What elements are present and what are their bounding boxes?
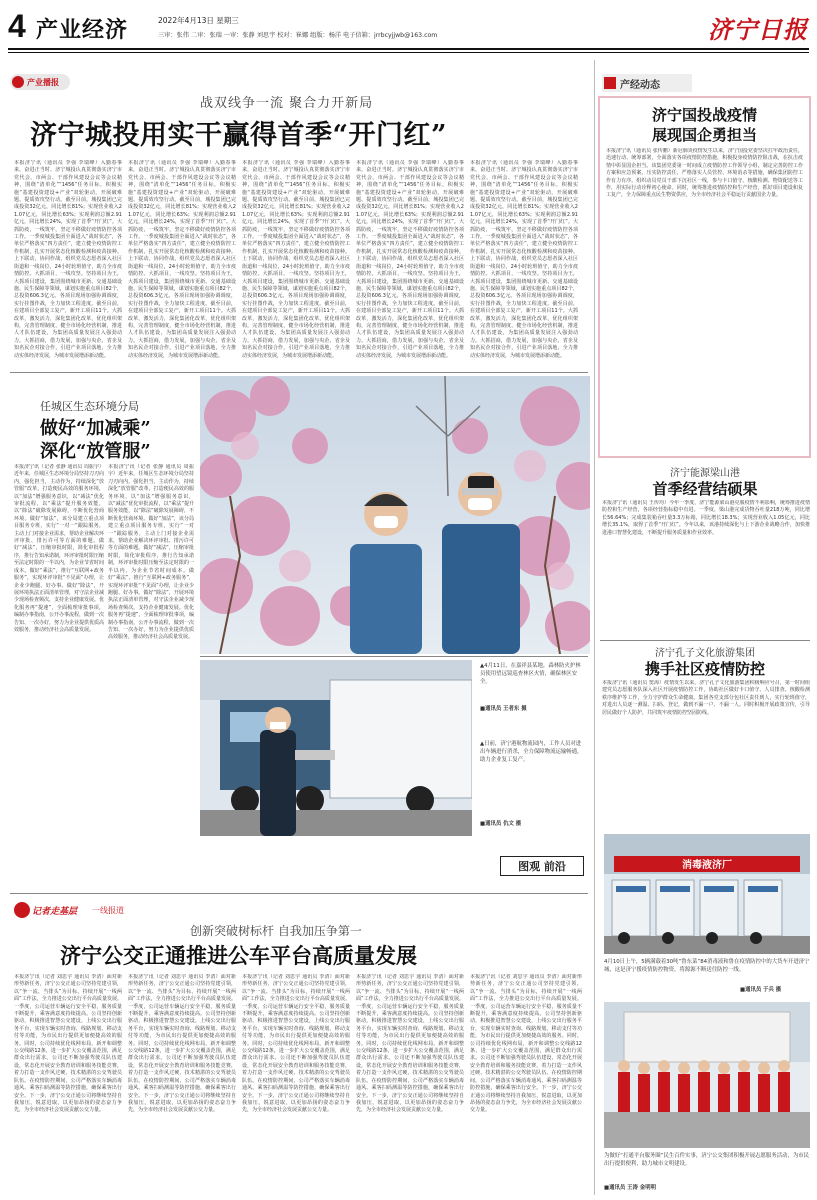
truck-photo-credit: ■通讯员 于兵 摄 xyxy=(740,987,782,993)
column-tag-label: 产业播报 xyxy=(27,78,59,87)
main-kicker: 战双线争一流 聚合力开新局 xyxy=(200,96,374,111)
bus-body-col4: 本报济宁讯（记者 刘思宇 通讯员 李清）面对新形势新任务，济宁公交正通公司坚持党建引领，以“争一流、当排头”为目标，持续开展“一线两面”工作法，全力推进公交出行平台高质量发展。一季度，公司运营车辆运行安全平稳，服务质量不断提升，乘客满意度持续提高。公司坚持创新驱动，积极推进智慧公交建设，上线公交出行服务平台，实现车辆实时查询、线路规划、移动支付等功能，为市民出行提供更加便捷高效的服务。同时，公司持续优化线网布局，新开和调整公交线路12条，进一步扩大公交覆盖范围，满足群众出行需求。公司还不断加强驾驶员队伍建设，常态化开展安全教育培训和服务技能竞赛，着力打造一支作风过硬、技术精湛的公交驾驶员队伍。在疫情防控期间，公司严格落实车辆消毒通风、乘客扫码测温等防控措施，确保乘客出行安全。下一步，济宁公交正通公司将继续坚持自我加压，锐意进取，以更加昂扬的姿态奋力争先，为全市经济社会发展贡献公交力量。 xyxy=(356,974,464,1114)
bus-headline: 济宁公交正通推进公车平台高质量发展 xyxy=(60,943,417,968)
main-article-rule xyxy=(10,372,588,373)
bus-column-sub: 一线报道 xyxy=(92,906,124,915)
logistics-illustration xyxy=(200,660,472,836)
volunteers-illustration xyxy=(604,1002,810,1148)
issue-date: 2022年4月13日 星期三 xyxy=(158,16,239,25)
section-title: 产业经济 xyxy=(36,18,129,43)
main-body-col3: 本报济宁讯（通讯员 李强 李瑞峰）入勤春事来，奋进正当时。济宁城投认真贯彻落实济宁市党代会、市两会、干部作风建设会议等会议精神，围绕“清单化”“1456”任务目标，积极实施“基建投资建设+产业”双轮驱动，开展破难题、提质效攻坚行动。截至目前，城投集团已完成投资32亿元，同比增长81%；实现营业收入21.07亿元，同比增长63%；实现利润总额2.91亿元，同比增长24%，实现了首季“开门红”。大抓防疫，一线筑牢，坚定不移做好疫情防控各项工作。一季度城投集团全面进入“战时状态”，各单位严格落实“四方责任”，建立健全疫情防控工作机制，扎实开展常态化核酸检测和疫苗接种。上下联动，协同作战，组织党员志愿者深入社区街道和一线岗位，24小时轮班值守，助力全市疫情防控。大抓项目，一线攻坚。坚持项目为王，大抓项目建设，集团围绕城市更新、交通基础设施、民生保障等领域，谋划实施重点项目82个，总投资606.3亿元。各项目现场加强协调调度，实行挂图作战，全力加快工程进度。截至目前，在建项目全部复工复产，新开工项目11个。大抓改革，激发活力，深化集团化改革，优化组织架构，完善管理制度，健全市场化经营机制，推进人才队伍建设，为集团高质量发展注入强劲动力。大抓招商，借力发展，加强与央企、省企及知名民企对接合作，引进产业项目落地，全力推动实体经济发展，为城市发展增添新动能。 xyxy=(242,160,350,359)
logistics-photo xyxy=(200,660,472,836)
bus-body-col3: 本报济宁讯（记者 刘思宇 通讯员 李清）面对新形势新任务，济宁公交正通公司坚持党建引领，以“争一流、当排头”为目标，持续开展“一线两面”工作法，全力推进公交出行平台高质量发展。一季度，公司运营车辆运行安全平稳，服务质量不断提升，乘客满意度持续提高。公司坚持创新驱动，积极推进智慧公交建设，上线公交出行服务平台，实现车辆实时查询、线路规划、移动支付等功能，为市民出行提供更加便捷高效的服务。同时，公司持续优化线网布局，新开和调整公交线路12条，进一步扩大公交覆盖范围，满足群众出行需求。公司还不断加强驾驶员队伍建设，常态化开展安全教育培训和服务技能竞赛，着力打造一支作风过硬、技术精湛的公交驾驶员队伍。在疫情防控期间，公司严格落实车辆消毒通风、乘客扫码测温等防控措施，确保乘客出行安全。下一步，济宁公交正通公司将继续坚持自我加压，锐意进取，以更加昂扬的姿态奋力争先，为全市经济社会发展贡献公交力量。 xyxy=(242,974,350,1114)
column-tag-icon xyxy=(12,76,24,88)
main-body-col1: 本报济宁讯（通讯员 李强 李瑞峰）入勤春事来，奋进正当时。济宁城投认真贯彻落实济宁市党代会、市两会、干部作风建设会议等会议精神，围绕“清单化”“1456”任务目标，积极实施“基建投资建设+产业”双轮驱动，开展破难题、提质效攻坚行动。截至目前，城投集团已完成投资32亿元，同比增长81%；实现营业收入21.07亿元，同比增长63%；实现利润总额2.91亿元，同比增长24%，实现了首季“开门红”。大抓防疫，一线筑牢，坚定不移做好疫情防控各项工作。一季度城投集团全面进入“战时状态”，各单位严格落实“四方责任”，建立健全疫情防控工作机制，扎实开展常态化核酸检测和疫苗接种。上下联动，协同作战，组织党员志愿者深入社区街道和一线岗位，24小时轮班值守，助力全市疫情防控。大抓项目，一线攻坚。坚持项目为王，大抓项目建设，集团围绕城市更新、交通基础设施、民生保障等领域，谋划实施重点项目82个，总投资606.3亿元。各项目现场加强协调调度，实行挂图作战，全力加快工程进度。截至目前，在建项目全部复工复产，新开工项目11个。大抓改革，激发活力，深化集团化改革，优化组织架构，完善管理制度，健全市场化经营机制，推进人才队伍建设，为集团高质量发展注入强劲动力。大抓招商，借力发展，加强与央企、省企及知名民企对接合作，引进产业项目落地，全力推动实体经济发展，为城市发展增添新动能。 xyxy=(14,160,122,359)
env-headline-1: 做好“加减乘” xyxy=(40,418,151,439)
photo-credit-1: ■通讯员 王者东 摄 xyxy=(480,706,527,712)
page-number: 4 xyxy=(8,8,26,44)
sidebar-box-headline-2: 展现国企勇担当 xyxy=(651,126,757,144)
masthead-rule-thin xyxy=(8,52,809,53)
sidebar-tag xyxy=(602,74,692,92)
editor-line: 三审：张伟 二审：张瑞 一审：张静 刘思宇 校对：崔娜 组版：杨洋 电子信箱：jrrbcyjjwb@163.com xyxy=(158,32,438,39)
sidebar-feature-box xyxy=(598,96,811,458)
volunteers-caption: 为做好“打通平台服务圈”民生百件实事，济宁公交集团积极开展志愿服务活动，为市民出行提供便利，助力城市文明建设。 xyxy=(604,1153,810,1167)
bus-body-col1: 本报济宁讯（记者 刘思宇 通讯员 李清）面对新形势新任务，济宁公交正通公司坚持党建引领，以“争一流、当排头”为目标，持续开展“一线两面”工作法，全力推进公交出行平台高质量发展。一季度，公司运营车辆运行安全平稳，服务质量不断提升，乘客满意度持续提高。公司坚持创新驱动，积极推进智慧公交建设，上线公交出行服务平台，实现车辆实时查询、线路规划、移动支付等功能，为市民出行提供更加便捷高效的服务。同时，公司持续优化线网布局，新开和调整公交线路12条，进一步扩大公交覆盖范围，满足群众出行需求。公司还不断加强驾驶员队伍建设，常态化开展安全教育培训和服务技能竞赛，着力打造一支作风过硬、技术精湛的公交驾驶员队伍。在疫情防控期间，公司严格落实车辆消毒通风、乘客扫码测温等防控措施，确保乘客出行安全。下一步，济宁公交正通公司将继续坚持自我加压，锐意进取，以更加昂扬的姿态奋力争先，为全市经济社会发展贡献公交力量。 xyxy=(14,974,122,1114)
env-headline-2: 深化“放管服” xyxy=(40,441,151,462)
reporter-icon xyxy=(14,902,30,918)
main-body-col5: 本报济宁讯（通讯员 李强 李瑞峰）入勤春事来，奋进正当时。济宁城投认真贯彻落实济宁市党代会、市两会、干部作风建设会议等会议精神，围绕“清单化”“1456”任务目标，积极实施“基建投资建设+产业”双轮驱动，开展破难题、提质效攻坚行动。截至目前，城投集团已完成投资32亿元，同比增长81%；实现营业收入21.07亿元，同比增长63%；实现利润总额2.91亿元，同比增长24%，实现了首季“开门红”。大抓防疫，一线筑牢，坚定不移做好疫情防控各项工作。一季度城投集团全面进入“战时状态”，各单位严格落实“四方责任”，建立健全疫情防控工作机制，扎实开展常态化核酸检测和疫苗接种。上下联动，协同作战，组织党员志愿者深入社区街道和一线岗位，24小时轮班值守，助力全市疫情防控。大抓项目，一线攻坚。坚持项目为王，大抓项目建设，集团围绕城市更新、交通基础设施、民生保障等领域，谋划实施重点项目82个，总投资606.3亿元。各项目现场加强协调调度，实行挂图作战，全力加快工程进度。截至目前，在建项目全部复工复产，新开工项目11个。大抓改革，激发活力，深化集团化改革，优化组织架构，完善管理制度，健全市场化经营机制，推进人才队伍建设，为集团高质量发展注入强劲动力。大抓招商，借力发展，加强与央企、省企及知名民企对接合作，引进产业项目落地，全力推动实体经济发展，为城市发展增添新动能。 xyxy=(470,160,578,359)
volunteers-credit: ■通讯员 王涛 金明明 xyxy=(604,1185,656,1191)
env-department: 任城区生态环境分局 xyxy=(40,400,139,413)
env-body-col1: 本报济宁讯（记者 张静 通讯员 周振宇）近年来，任城区生态环境分局坚持刀刃向内，强化担当，主动作为，持续深化“放管服”改革，打造便民高效的服务环境，以“加法”增强服务意识，以“减法”优化审批流程，以“乘法”提升服务效能，以“除法”破除发展障碍，不断优化营商环境。做好“加法”，该分局建立重点项目服务专班，实行“一对一”跟踪服务，主动上门对接企业需求，帮助企业解决环评审批、排污许可等方面的难题。做好“减法”，压缩审批时限，简化审批程序，推行告知承诺制，环评审批时限压缩至法定时限的一半以内，为企业节省时间成本。做好“乘法”，推行“互联网+政务服务”，实现环评审批“不见面”办理，让企业少跑腿、好办事。做好“除法”，开展环境执法正面清单管理，对守法企业减少现场检查频次，支持企业健康发展。优化服务再“提速”，全面梳理审批事项，编制办事指南，公开办事流程，做到一次告知、一次办好，努力为企业提供优质高效服务，推动经济社会高质量发展。 xyxy=(14,464,104,633)
sidebar-second-body: 本报济宁讯（通讯员 王传均）今年一季度，济宁能源梁山港克服疫情不利影响，统筹推进疫情防控和生产经营，各项经营指标稳中有进。一季度，梁山港完成货物吞吐量218万吨，同比增长56.64%；完成集装箱吞吐量3.3万标箱，同比增长18.3%；实现营业收入1.05亿元，同比增长35.1%，取得了首季“开门红”。今年以来，该港持续深化与上下游企业战略合作，加快推进港口智慧化建设，不断提升服务质量和作业效率。 xyxy=(602,500,810,536)
main-body-col2: 本报济宁讯（通讯员 李强 李瑞峰）入勤春事来，奋进正当时。济宁城投认真贯彻落实济宁市党代会、市两会、干部作风建设会议等会议精神，围绕“清单化”“1456”任务目标，积极实施“基建投资建设+产业”双轮驱动，开展破难题、提质效攻坚行动。截至目前，城投集团已完成投资32亿元，同比增长81%；实现营业收入21.07亿元，同比增长63%；实现利润总额2.91亿元，同比增长24%，实现了首季“开门红”。大抓防疫，一线筑牢，坚定不移做好疫情防控各项工作。一季度城投集团全面进入“战时状态”，各单位严格落实“四方责任”，建立健全疫情防控工作机制，扎实开展常态化核酸检测和疫苗接种。上下联动，协同作战，组织党员志愿者深入社区街道和一线岗位，24小时轮班值守，助力全市疫情防控。大抓项目，一线攻坚。坚持项目为王，大抓项目建设，集团围绕城市更新、交通基础设施、民生保障等领域，谋划实施重点项目82个，总投资606.3亿元。各项目现场加强协调调度，实行挂图作战，全力加快工程进度。截至目前，在建项目全部复工复产，新开工项目11个。大抓改革，激发活力，深化集团化改革，优化组织架构，完善管理制度，健全市场化经营机制，推进人才队伍建设，为集团高质量发展注入强劲动力。大抓招商，借力发展，加强与央企、省企及知名民企对接合作，引进产业项目落地，全力推动实体经济发展，为城市发展增添新动能。 xyxy=(128,160,236,359)
bus-column-tag-label: 记者走基层 xyxy=(32,907,78,917)
sidebar-box-body: 本报济宁讯（通讯员 张传鹏）新冠肺炎疫情发生以来，济宁国投党委坚决扛牢政治责任，迅速行动、统筹部署，全面落实各项疫情防控措施，积极投身疫情防控阻击战，在抗击疫情中彰显国企担当。该集团党委第一时间成立疫情防控工作领导小组，制定完善防控工作方案和应急预案，压实防控责任，严格落实人员管控、环境消杀等措施，确保集团防控工作有力有序。组织动员党员干部下沉社区一线，参与卡口值守、核酸检测、物资配送等工作，用实际行动诠释初心使命。同时，统筹推进疫情防控和生产经营，抓好项目建设和复工复产，全力保障重点民生物资供应，为全市经济社会平稳运行贡献国企力量。 xyxy=(606,148,803,199)
truck-illustration xyxy=(604,834,810,954)
truck-photo-caption: 4月10日上午，5辆满载着30吨“鲁东菜”84消毒液和鲁在疫情防控中的大货车开进济宁城，这是济宁援疫情防控物资，将源源不断送往防控一线。 xyxy=(604,959,810,973)
sidebar-rule-2 xyxy=(600,640,810,641)
forest-ranger-photo xyxy=(200,376,590,654)
photo-page-tag: 图观 前沿 xyxy=(500,856,584,876)
masthead-rule xyxy=(8,48,809,50)
sidebar-third-headline: 携手社区疫情防控 xyxy=(644,660,765,678)
env-body-col2: 本报济宁讯（记者 张静 通讯员 周振宇）近年来，任城区生态环境分局坚持刀刃向内，强化担当，主动作为，持续深化“放管服”改革，打造便民高效的服务环境，以“加法”增强服务意识，以“减法”优化审批流程，以“乘法”提升服务效能，以“除法”破除发展障碍，不断优化营商环境。做好“加法”，该分局建立重点项目服务专班，实行“一对一”跟踪服务，主动上门对接企业需求，帮助企业解决环评审批、排污许可等方面的难题。做好“减法”，压缩审批时限，简化审批程序，推行告知承诺制，环评审批时限压缩至法定时限的一半以内，为企业节省时间成本。做好“乘法”，推行“互联网+政务服务”，实现环评审批“不见面”办理，让企业少跑腿、好办事。做好“除法”，开展环境执法正面清单管理，对守法企业减少现场检查频次，支持企业健康发展。优化服务再“提速”，全面梳理审批事项，编制办事指南，公开办事流程，做到一次告知、一次办好，努力为企业提供优质高效服务，推动经济社会高质量发展。 xyxy=(108,464,194,641)
main-body-col4: 本报济宁讯（通讯员 李强 李瑞峰）入勤春事来，奋进正当时。济宁城投认真贯彻落实济宁市党代会、市两会、干部作风建设会议等会议精神，围绕“清单化”“1456”任务目标，积极实施“基建投资建设+产业”双轮驱动，开展破难题、提质效攻坚行动。截至目前，城投集团已完成投资32亿元，同比增长81%；实现营业收入21.07亿元，同比增长63%；实现利润总额2.91亿元，同比增长24%，实现了首季“开门红”。大抓防疫，一线筑牢，坚定不移做好疫情防控各项工作。一季度城投集团全面进入“战时状态”，各单位严格落实“四方责任”，建立健全疫情防控工作机制，扎实开展常态化核酸检测和疫苗接种。上下联动，协同作战，组织党员志愿者深入社区街道和一线岗位，24小时轮班值守，助力全市疫情防控。大抓项目，一线攻坚。坚持项目为王，大抓项目建设，集团围绕城市更新、交通基础设施、民生保障等领域，谋划实施重点项目82个，总投资606.3亿元。各项目现场加强协调调度，实行挂图作战，全力加快工程进度。截至目前，在建项目全部复工复产，新开工项目11个。大抓改革，激发活力，深化集团化改革，优化组织架构，完善管理制度，健全市场化经营机制，推进人才队伍建设，为集团高质量发展注入强劲动力。大抓招商，借力发展，加强与央企、省企及知名民企对接合作，引进产业项目落地，全力推动实体经济发展，为城市发展增添新动能。 xyxy=(356,160,464,359)
photo-caption-2: ▲日前，济宁港航物流园内，工作人员对进出车辆进行消杀，全力保障物流运输畅通，助力企业复工复产。 xyxy=(480,741,583,763)
truck-photo xyxy=(604,834,810,954)
forest-ranger-illustration xyxy=(200,376,590,654)
photo-credit-2: ■通讯员 仇文 摄 xyxy=(480,821,522,827)
column-divider xyxy=(594,60,595,1195)
bus-body-col5: 本报济宁讯（记者 刘思宇 通讯员 李清）面对新形势新任务，济宁公交正通公司坚持党建引领，以“争一流、当排头”为目标，持续开展“一线两面”工作法，全力推进公交出行平台高质量发展。一季度，公司运营车辆运行安全平稳，服务质量不断提升，乘客满意度持续提高。公司坚持创新驱动，积极推进智慧公交建设，上线公交出行服务平台，实现车辆实时查询、线路规划、移动支付等功能，为市民出行提供更加便捷高效的服务。同时，公司持续优化线网布局，新开和调整公交线路12条，进一步扩大公交覆盖范围，满足群众出行需求。公司还不断加强驾驶员队伍建设，常态化开展安全教育培训和服务技能竞赛，着力打造一支作风过硬、技术精湛的公交驾驶员队伍。在疫情防控期间，公司严格落实车辆消毒通风、乘客扫码测温等防控措施，确保乘客出行安全。下一步，济宁公交正通公司将继续坚持自我加压，锐意进取，以更加昂扬的姿态奋力争先，为全市经济社会发展贡献公交力量。 xyxy=(470,974,582,1114)
column-tag-chanye xyxy=(10,74,70,90)
sidebar-third-kicker: 济宁孔子文化旅游集团 xyxy=(655,648,755,659)
sidebar-third-body: 本报济宁讯（通讯员 窦海）疫情发生以来，济宁孔子文化旅游集团积极响应号召，第一时间组建党员志愿服务队深入社区开展疫情防控工作，协助社区做好卡口值守、人员排查、核酸检测秩序维护等工作，全力守护群众生命健康。集团各党支部分包社区责任到人，实行轮班值守，对进出人员逐一测温、扫码、登记，做到不漏一户、不漏一人。同时积极开展政策宣传，引导居民做好个人防护，共同筑牢疫情防控坚固防线。 xyxy=(602,680,810,716)
photo-divider xyxy=(200,656,588,657)
bus-body-col2: 本报济宁讯（记者 刘思宇 通讯员 李清）面对新形势新任务，济宁公交正通公司坚持党建引领，以“争一流、当排头”为目标，持续开展“一线两面”工作法，全力推进公交出行平台高质量发展。一季度，公司运营车辆运行安全平稳，服务质量不断提升，乘客满意度持续提高。公司坚持创新驱动，积极推进智慧公交建设，上线公交出行服务平台，实现车辆实时查询、线路规划、移动支付等功能，为市民出行提供更加便捷高效的服务。同时，公司持续优化线网布局，新开和调整公交线路12条，进一步扩大公交覆盖范围，满足群众出行需求。公司还不断加强驾驶员队伍建设，常态化开展安全教育培训和服务技能竞赛，着力打造一支作风过硬、技术精湛的公交驾驶员队伍。在疫情防控期间，公司严格落实车辆消毒通风、乘客扫码测温等防控措施，确保乘客出行安全。下一步，济宁公交正通公司将继续坚持自我加压，锐意进取，以更加昂扬的姿态奋力争先，为全市经济社会发展贡献公交力量。 xyxy=(128,974,236,1114)
volunteers-photo xyxy=(604,1002,810,1148)
newspaper-logo: 济宁日报 xyxy=(708,15,808,44)
bus-kicker: 创新突破树标杆 自我加压争第一 xyxy=(190,924,362,938)
sidebar-box-headline-1: 济宁国投战疫情 xyxy=(651,106,757,124)
sidebar-second-headline: 首季经营结硕果 xyxy=(652,480,758,498)
main-headline: 济宁城投用实干赢得首季“开门红” xyxy=(30,120,448,151)
bus-column-tag xyxy=(14,902,124,918)
masthead xyxy=(8,8,809,48)
bus-top-rule xyxy=(10,893,588,894)
sidebar-tag-icon xyxy=(604,77,616,89)
truck-sign: 消毒液济厂 xyxy=(682,860,732,871)
photo-caption-1: ▲4月11日，在嘉祥县某地，森林防火护林员使用望远镜巡查林区火情，确保林区安全。 xyxy=(480,663,581,685)
sidebar-second-kicker: 济宁能源梁山港 xyxy=(670,468,740,479)
sidebar-tag-label: 产经动态 xyxy=(620,80,660,91)
